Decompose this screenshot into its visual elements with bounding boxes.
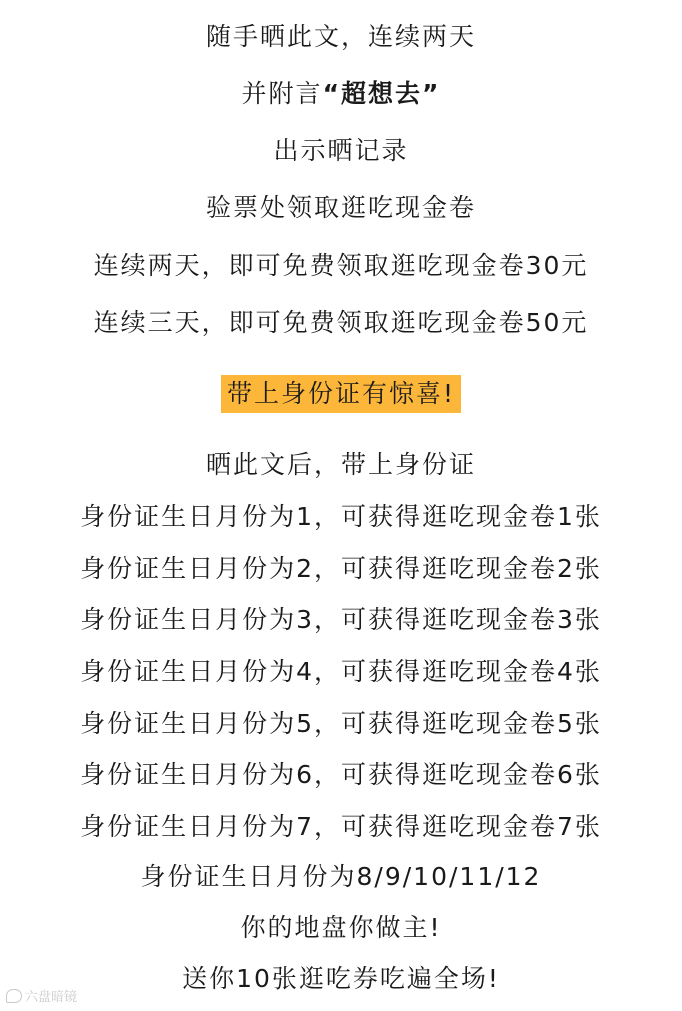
month-rule-2: 身份证生日月份为2，可获得逛吃现金卷2张 <box>80 554 602 583</box>
text-line-5: 连续两天，即可免费领取逛吃现金卷30元 <box>93 251 589 280</box>
text-line-2 <box>0 77 682 111</box>
text-line-17: 你的地盘你做主! <box>240 913 442 942</box>
text-line-4: 验票处领取逛吃现金卷 <box>205 193 476 222</box>
watermark-text: 六盘暗镜 <box>25 990 78 1005</box>
month-rule-4: 身份证生日月份为4，可获得逛吃现金卷4张 <box>80 657 602 686</box>
month-rule-3: 身份证生日月份为3，可获得逛吃现金卷3张 <box>80 605 602 634</box>
text-line-6: 连续三天，即可免费领取逛吃现金卷50元 <box>93 308 589 337</box>
text-line-16: 身份证生日月份为8/9/10/11/12 <box>140 862 542 891</box>
text-line-1: 随手晒此文，连续两天 <box>205 22 476 51</box>
month-rule-7: 身份证生日月份为7，可获得逛吃现金卷7张 <box>80 812 602 841</box>
watermark <box>6 986 77 1005</box>
text-line-18: 送你10张逛吃券吃遍全场! <box>182 964 500 993</box>
text-line-2-quote: “超想去” <box>322 79 441 108</box>
text-line-3: 出示晒记录 <box>273 136 409 165</box>
highlight-banner: 带上身份证有惊喜! <box>221 375 461 413</box>
text-line-2-prefix: 并附言 <box>241 79 323 108</box>
month-rule-1: 身份证生日月份为1，可获得逛吃现金卷1张 <box>80 502 602 531</box>
text-line-8: 晒此文后，带上身份证 <box>205 450 476 479</box>
speech-bubble-icon <box>6 989 22 1003</box>
month-rule-5: 身份证生日月份为5，可获得逛吃现金卷5张 <box>80 709 602 738</box>
month-rule-6: 身份证生日月份为6，可获得逛吃现金卷6张 <box>80 760 602 789</box>
highlight-line <box>0 375 682 413</box>
